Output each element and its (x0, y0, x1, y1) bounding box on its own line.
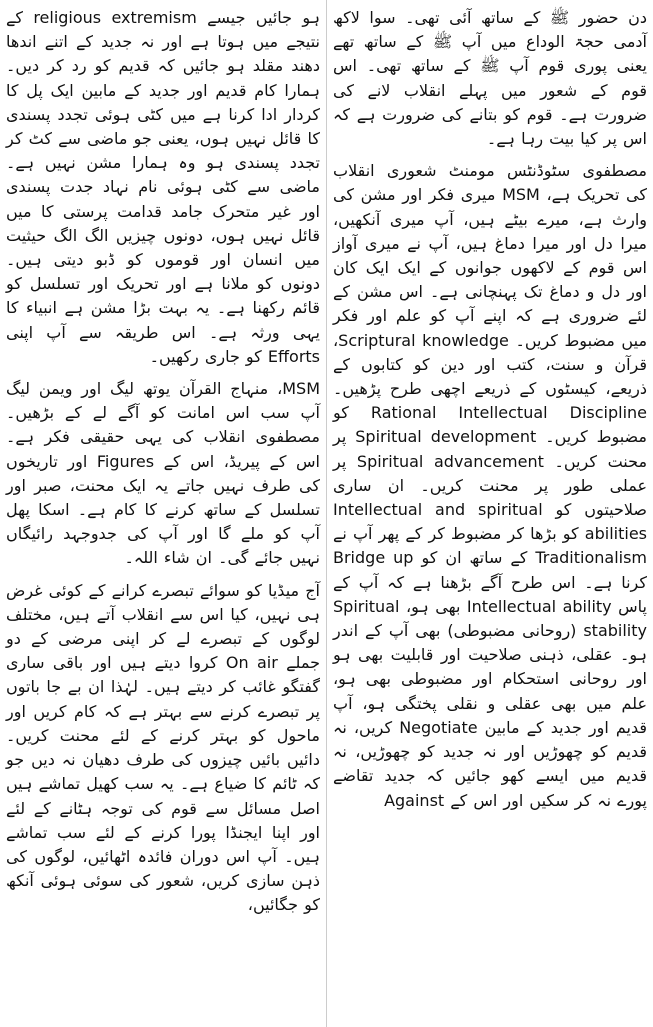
paragraph: دن حضور ﷺ کے ساتھ آئی تھی۔ سوا لاکھ آدمی حجۃ الوداع میں آپ ﷺ کے ساتھ تھے یعنی پوری قوم آپ ﷺ کے ساتھ تھی۔ اس قوم کے شعور میں پہلے انقلاب لانے کی ضرورت ہے۔ قوم کو بتانے کی ضرورت ہے کہ اس پر کیا بیت رہا ہے۔ (333, 8, 647, 149)
left-text-column (6, 6, 320, 1027)
column-divider (326, 0, 327, 1027)
paragraph: MSM، منہاج القرآن یوتھ لیگ اور ویمن لیگ آپ سب اس امانت کو آگے لے کے بڑھیں۔ مصطفوی انقلاب کی یہی حقیقی فکر ہے۔ اس کے پیریڈ، اس کے Figures اور تاریخوں کی طرف نہیں جاتے یہ ایک محنت، صبر اور تسلسل کے ساتھ کرنے کا کام ہے۔ اسکا پھل آپ کو ملے گا اور آپ کی جدوجہد رائیگاں نہیں جائے گی۔ ان شاء اللہ۔ (6, 379, 320, 568)
paragraph: آج میڈیا کو سوائے تبصرے کرانے کے کوئی غرض ہی نہیں، کیا اس سے انقلاب آتے ہیں، مختلف لوگوں کے تبصرے لے کر اپنی مرضی کے دو جملے On air کروا دیتے ہیں اور باقی ساری گفتگو غائب کر دیتے ہیں۔ لہٰذا ان بے جا باتوں پر تبصرے کرنے سے بہتر ہے کہ کام کریں اور ماحول کو بہتر کرنے کے لئے محنت کریں۔ دائیں بائیں چیزوں کی طرف دھیان نہ دیں جو کہ ٹائم کا ضیاع ہے۔ یہ سب کھیل تماشے ہیں اصل مسائل سے قوم کی توجہ ہٹانے کے لئے اور اپنا ایجنڈا پورا کرنے کے لئے سب تماشے ہیں۔ آپ اس دوران فائدہ اٹھائیں، لوگوں کی ذہن سازی کریں، شعور کی سوئی ہوئی آنکھ کو جگائیں، (6, 580, 320, 915)
paragraph: ہو جائیں جیسے religious extremism کے نتیجے میں ہوتا ہے اور نہ جدید کے اتنے اندھا دھند مقلد ہو جائیں کہ قدیم کو رد کر دیں۔ ہمارا کام قدیم اور جدید کے مابین ایک پل کا کردار ادا کرنا ہے میں کٹی ہوئی تجدد پسندی کا قائل نہیں ہوں، یعنی جو ماضی سے کٹ کر تجدد پسندی ہو وہ ہمارا مشن نہیں ہے۔ ماضی سے کٹی ہوئی نام نہاد جدت پسندی اور غیر متحرک جامد قدامت پرستی کا میں قائل نہیں ہوں، دونوں چیزیں الگ الگ حیثیت میں انسان اور قوموں کو ڈبو دیتی ہیں۔ دونوں کو ملانا ہے اور تحریک اور تسلسل کو قائم رکھنا ہے۔ یہ بہت بڑا مشن ہے انبیاء کا یہی ورثہ ہے۔ اس طریقہ سے آپ اپنی Efforts کو جاری رکھیں۔ (6, 8, 320, 366)
paragraph: مصطفوی سٹوڈنٹس مومنٹ شعوری انقلاب کی تحریک ہے، MSM میری فکر اور مشن کی وارث ہے، میرے بیٹے ہیں، آپ میری آنکھیں، میرا دل اور میرا دماغ ہیں، آپ نے میری آواز اس قوم کے لاکھوں جوانوں کے ایک ایک کان اور دل و دماغ تک پہنچانی ہے۔ اس مشن کے لئے ضروری ہے کہ اپنے آپ کو علم اور فکر میں مضبوط کریں۔ Scriptural knowledge، قرآن و سنت، کتب اور دین کو کتابوں کے ذریعے، کیسٹوں کے ذریعے اچھی طرح پڑھیں۔ Rational Intellectual Discipline کو مضبوط کریں۔ Spiritual development پر محنت کریں۔ Spiritual advancement پر عملی طور پر محنت کریں۔ ان ساری صلاحیتوں کو Intellectual and spiritual abilities کو بڑھا کر مضبوط کر کے پھر آپ نے Traditionalism کے ساتھ ان کو Bridge up کرنا ہے۔ اس طرح آگے بڑھنا ہے کہ آپ کے پاس Intellectual ability بھی ہو، Spiritual stability (روحانی مضبوطی) بھی آپ کے اندر ہو۔ عقلی، ذہنی صلاحیت اور قابلیت بھی ہو اور روحانی استحکام اور مضبوطی بھی ہو، علم میں بھی عقلی و نقلی پختگی ہو، آپ قدیم اور جدید کے مابین Negotiate کریں، نہ قدیم کو چھوڑیں اور نہ جدید کو چھوڑیں، نہ قدیم میں ایسے کھو جائیں کہ جدید تقاضے پورے نہ کر سکیں اور اس کے Against (333, 161, 648, 810)
right-text-column (333, 6, 647, 1027)
